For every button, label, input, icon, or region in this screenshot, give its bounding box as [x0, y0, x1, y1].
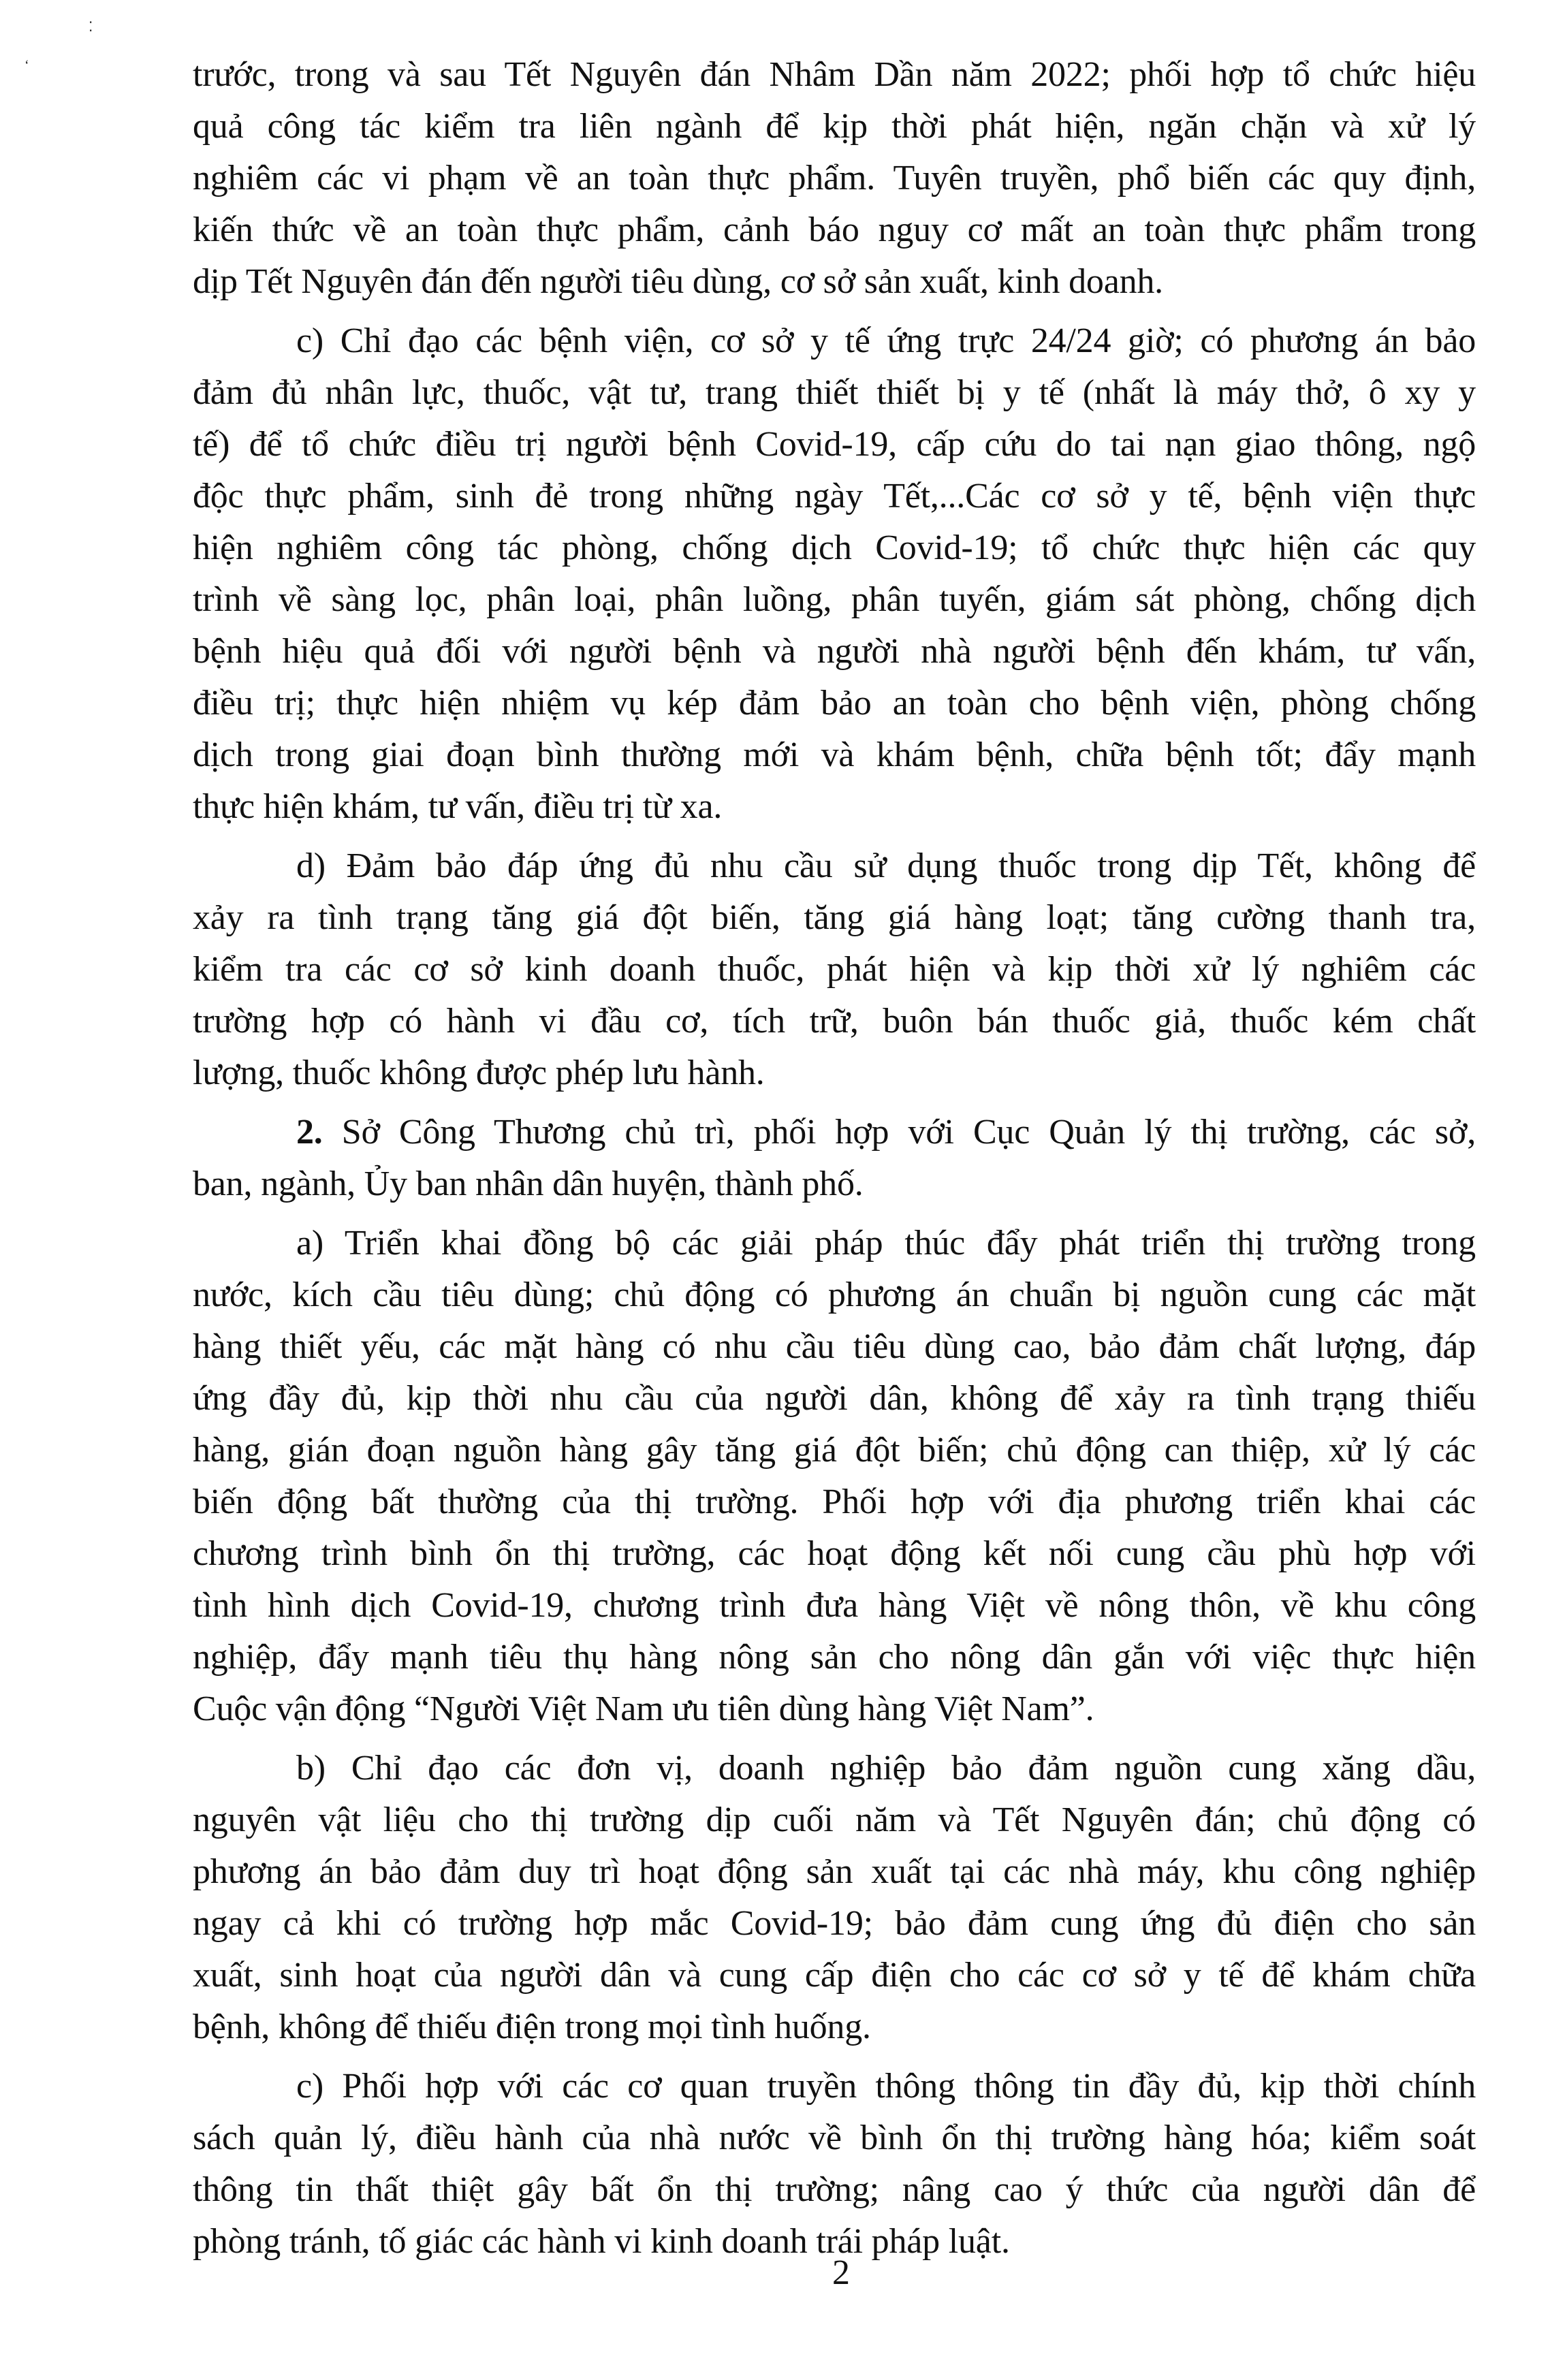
text-line: a) Triển khai đồng bộ các giải pháp thúc đẩy phát triển thị trường trong	[296, 1224, 1476, 1263]
text-line: phòng tránh, tố giác các hành vi kinh doanh trái pháp luật.	[193, 2222, 1010, 2261]
section-number: 2.	[296, 1113, 323, 1152]
section-text: Sở Công Thương chủ trì, phối hợp với Cục Quản lý thị trường, các sở,	[322, 1113, 1476, 1152]
text-line: nghiêm các vi phạm về an toàn thực phẩm. Tuyên truyền, phổ biến các quy định,	[193, 159, 1476, 197]
paragraph-2c-media-coordination	[193, 2061, 1476, 2268]
text-line: ban, ngành, Ủy ban nhân dân huyện, thành phố.	[193, 1164, 864, 1203]
text-line: độc thực phẩm, sinh đẻ trong những ngày Tết,...Các cơ sở y tế, bệnh viện thực	[193, 477, 1476, 515]
paragraph-2a-market-development	[193, 1218, 1476, 1735]
text-line: c) Chỉ đạo các bệnh viện, cơ sở y tế ứng trực 24/24 giờ; có phương án bảo	[296, 321, 1476, 360]
text-line: hiện nghiêm công tác phòng, chống dịch Covid-19; tổ chức thực hiện các quy	[193, 528, 1476, 567]
text-line: dịch trong giai đoạn bình thường mới và khám bệnh, chữa bệnh tốt; đẩy mạnh	[193, 735, 1476, 774]
text-line: phương án bảo đảm duy trì hoạt động sản xuất tại các nhà máy, khu công nghiệp	[193, 1852, 1476, 1891]
text-line	[193, 1107, 1476, 1158]
text-line: tế) để tổ chức điều trị người bệnh Covid-19, cấp cứu do tai nạn giao thông, ngộ	[193, 425, 1476, 464]
text-line: xuất, sinh hoạt của người dân và cung cấp điện cho các cơ sở y tế để khám chữa	[193, 1956, 1476, 1995]
document-body	[193, 49, 1476, 2268]
paragraph-food-safety-continuation	[193, 49, 1476, 308]
text-line: d) Đảm bảo đáp ứng đủ nhu cầu sử dụng thuốc trong dịp Tết, không để	[296, 846, 1476, 885]
text-line: trình về sàng lọc, phân loại, phân luồng, phân tuyến, giám sát phòng, chống dịch	[193, 580, 1476, 619]
text-line: kiến thức về an toàn thực phẩm, cảnh báo nguy cơ mất an toàn thực phẩm trong	[193, 210, 1476, 249]
scan-artifact-mark: ⁚	[89, 20, 93, 35]
section-2-heading-paragraph	[193, 1107, 1476, 1210]
text-line: dịp Tết Nguyên đán đến người tiêu dùng, cơ sở sản xuất, kinh doanh.	[193, 262, 1163, 301]
text-line: ngay cả khi có trường hợp mắc Covid-19; bảo đảm cung ứng đủ điện cho sản	[193, 1904, 1476, 1943]
text-line: bệnh hiệu quả đối với người bệnh và người nhà người bệnh đến khám, tư vấn,	[193, 632, 1476, 671]
text-line: chương trình bình ổn thị trường, các hoạt động kết nối cung cầu phù hợp với	[193, 1534, 1476, 1573]
text-line: ứng đầy đủ, kịp thời nhu cầu của người dân, không để xảy ra tình trạng thiếu	[193, 1379, 1476, 1418]
text-line: lượng, thuốc không được phép lưu hành.	[193, 1053, 765, 1092]
paragraph-1d-medicine-supply	[193, 840, 1476, 1099]
text-line: thông tin thất thiệt gây bất ổn thị trường; nâng cao ý thức của người dân để	[193, 2170, 1476, 2209]
paragraph-1c-hospitals	[193, 315, 1476, 833]
text-line: tình hình dịch Covid-19, chương trình đưa hàng Việt về nông thôn, về khu công	[193, 1586, 1476, 1625]
text-line: b) Chỉ đạo các đơn vị, doanh nghiệp bảo đảm nguồn cung xăng dầu,	[296, 1749, 1476, 1788]
text-line: nước, kích cầu tiêu dùng; chủ động có phương án chuẩn bị nguồn cung các mặt	[193, 1275, 1476, 1314]
text-line: nghiệp, đẩy mạnh tiêu thụ hàng nông sản cho nông dân gắn với việc thực hiện	[193, 1638, 1476, 1677]
text-line: trước, trong và sau Tết Nguyên đán Nhâm Dần năm 2022; phối hợp tổ chức hiệu	[193, 55, 1476, 94]
text-line: trường hợp có hành vi đầu cơ, tích trữ, buôn bán thuốc giả, thuốc kém chất	[193, 1002, 1476, 1041]
text-line: biến động bất thường của thị trường. Phối hợp với địa phương triển khai các	[193, 1482, 1476, 1521]
text-line: hàng, gián đoạn nguồn hàng gây tăng giá đột biến; chủ động can thiệp, xử lý các	[193, 1431, 1476, 1470]
text-line: bệnh, không để thiếu điện trong mọi tình huống.	[193, 2008, 871, 2046]
text-line: kiểm tra các cơ sở kinh doanh thuốc, phát hiện và kịp thời xử lý nghiêm các	[193, 950, 1476, 989]
paragraph-2b-energy-supply	[193, 1743, 1476, 2053]
text-line: hàng thiết yếu, các mặt hàng có nhu cầu tiêu dùng cao, bảo đảm chất lượng, đáp	[193, 1327, 1476, 1366]
text-line: nguyên vật liệu cho thị trường dịp cuối năm và Tết Nguyên đán; chủ động có	[193, 1800, 1476, 1839]
text-line: đảm đủ nhân lực, thuốc, vật tư, trang thiết thiết bị y tế (nhất là máy thở, ô xy y	[193, 373, 1476, 412]
text-line: xảy ra tình trạng tăng giá đột biến, tăng giá hàng loạt; tăng cường thanh tra,	[193, 898, 1476, 937]
scan-artifact-mark: ‘	[25, 58, 29, 73]
text-line: c) Phối hợp với các cơ quan truyền thông thông tin đầy đủ, kịp thời chính	[296, 2067, 1476, 2106]
text-line: sách quản lý, điều hành của nhà nước về bình ổn thị trường hàng hóa; kiểm soát	[193, 2119, 1476, 2157]
page-number: 2	[832, 2253, 850, 2292]
text-line: quả công tác kiểm tra liên ngành để kịp thời phát hiện, ngăn chặn và xử lý	[193, 107, 1476, 146]
text-line: điều trị; thực hiện nhiệm vụ kép đảm bảo an toàn cho bệnh viện, phòng chống	[193, 684, 1476, 723]
text-line: thực hiện khám, tư vấn, điều trị từ xa.	[193, 787, 723, 826]
text-line: Cuộc vận động “Người Việt Nam ưu tiên dùng hàng Việt Nam”.	[193, 1689, 1094, 1728]
